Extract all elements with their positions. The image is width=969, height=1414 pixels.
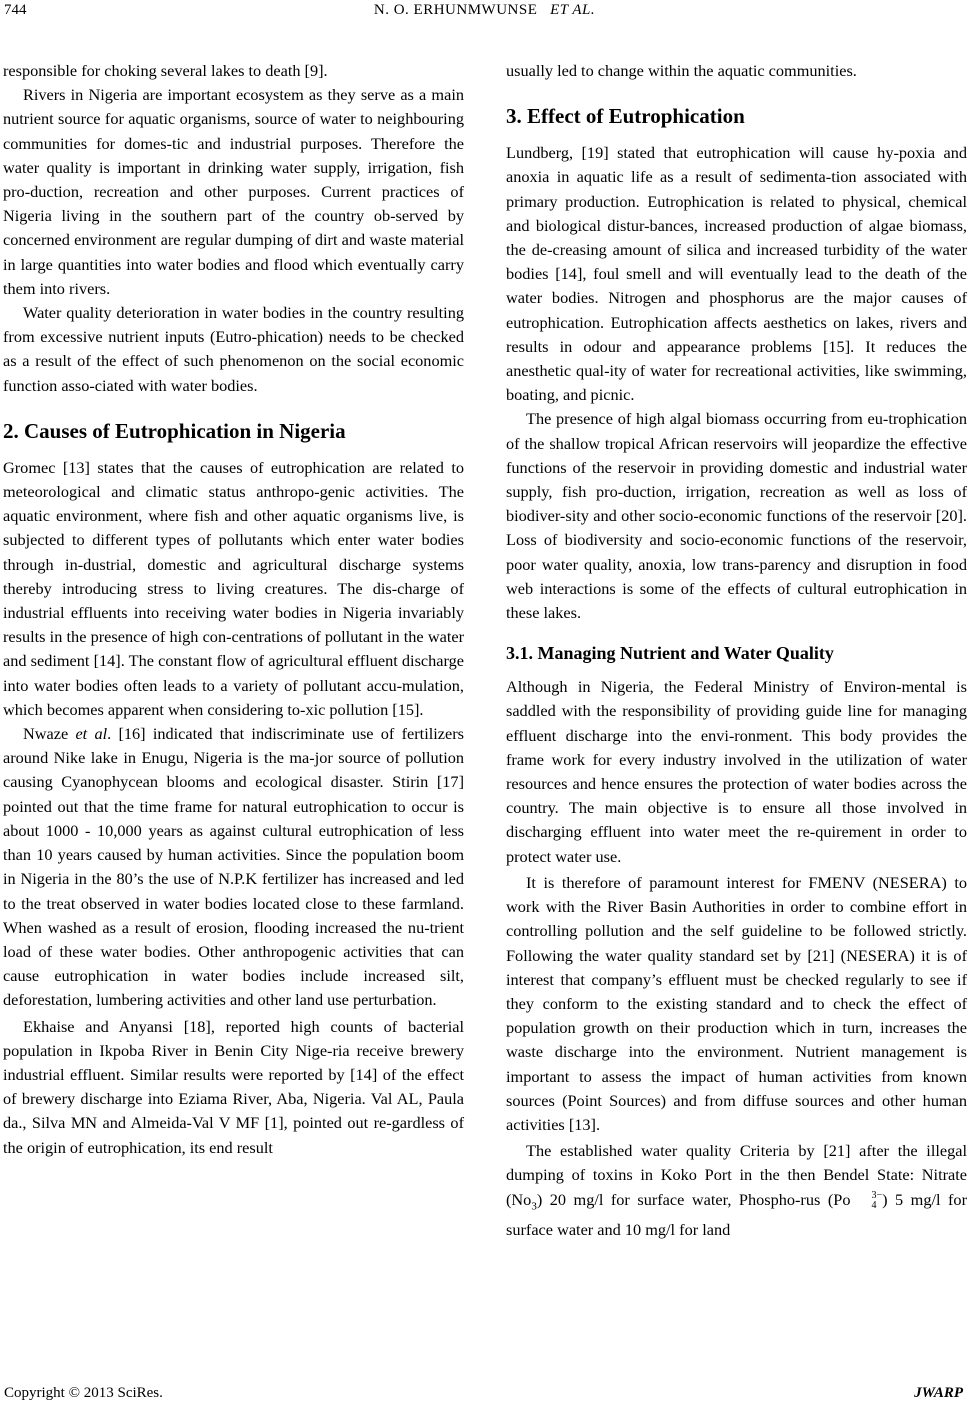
page-number: 744 xyxy=(4,2,27,18)
text-span: The established water quality Criteria by [21] after the illegal dumping of toxins in Koko Port in the then Bendel State: Nitrate (No xyxy=(506,1141,967,1209)
paragraph-continued: responsible for choking several lakes to death [9]. xyxy=(3,61,328,80)
subsection-heading-managing: 3.1. Managing Nutrient and Water Quality xyxy=(506,643,834,664)
running-header xyxy=(0,2,969,24)
section-heading-effect: 3. Effect of Eutrophication xyxy=(506,104,745,129)
paragraph-ekhaise: Ekhaise and Anyansi [18], reported high counts of bacterial population in Ikpoba River in Benin City Nige-ria receive brewery industrial effluent. Similar results were reported by [14] of the effect of brewery discharge into Eziama River, Aba, Nigeria. Val AL, Paula da., Silva MN and Almeida-Val V MF [1], pointed out re-gardless of the origin of eutrophication, its end result xyxy=(3,1016,464,1157)
paragraph-water-quality: Water quality deterioration in water bodies in the country resulting from excessive nutrient inputs (Eutro-phication) needs to be checked as a result of the effect of such phenomenon on the social economic function asso-ciated with water bodies. xyxy=(3,303,464,395)
section-heading-causes: 2. Causes of Eutrophication in Nigeria xyxy=(3,418,346,443)
paragraph-nwaze xyxy=(3,722,464,1012)
running-title xyxy=(0,2,969,19)
subscript-count: 4 xyxy=(871,1199,877,1211)
paragraph-gromec: Gromec [13] states that the causes of eutrophication are related to meteorological and climatic status anthropo-genic activities. The aquatic environment, where fish and other aquatic organisms live, is subjected to different types of pollutants which enter water bodies through in-dustrial, domestic and agricultural discharge systems thereby introducing stress to living creatures. The dis-charge of industrial effluents into receiving water bodies in Nigeria invariably results in the presence of high con-centrations of pollutant in the water and sediment [14]. The constant flow of agricultural effluent discharge into water bodies often leads to a variety of pollutant accu-mulation, which becomes apparent when considering to-xic pollution [15]. xyxy=(3,457,464,719)
text-span: ) 20 mg/l for surface water, Phospho-rus ( xyxy=(536,1189,834,1209)
paragraph-criteria xyxy=(506,1139,967,1242)
paragraph-continued: usually led to change within the aquatic communities. xyxy=(506,61,857,80)
paragraph-algal-biomass: The presence of high algal biomass occurring from eu-trophication of the shallow tropical African reservoirs will jeopardize the effective functions of the reservoir in providing domestic and industrial water supply, fish pro-duction, irrigation, recreation as well as loss of biodiver-sity and other socio-economic functions of the reservoir [20]. Loss of biodiversity and socio-economic functions of the reservoir, poor water quality, anoxia, low trans-parency and disruption in food web interactions is some of the effects of cultural eutrophication in these lakes. xyxy=(506,409,967,623)
text-span: . [16] indicated that indiscriminate use of fertilizers around Nike lake in Enugu, Nigeria is the ma-jor source of pollution causing Cyanophycean blooms and ecological disaster. Stirin [17] pointed out that the time frame for natural eutrophication to occur is about 1000 - 10,000 years as against cultural eutrophication of less than 10 years caused by human activities. Since the population boom in Nigeria in the 80’s the use of N.P.K fertilizer has increased and led to the treat observed in water bodies located close to these farmland. When washed as a result of erosion, flooding increased the nu-trient load of these water bodies. Other anthropogenic activities that can cause eutrophication in water bodies include increased silt, deforestation, lumbering activities and other land use perturbation. xyxy=(3,724,464,1010)
ion-charge-stack xyxy=(851,1191,882,1211)
author-names: N. O. ERHUNMWUNSE xyxy=(373,2,538,18)
subscript: 3 xyxy=(531,1199,537,1212)
italic-span: et al xyxy=(75,724,108,744)
journal-abbreviation: JWARP xyxy=(914,1385,963,1401)
text-span: ) 5 mg/l for surface water and 10 mg/l for land xyxy=(506,1189,967,1239)
paragraph-fmenv: It is therefore of paramount interest for FMENV (NESERA) to work with the River Basin Authorities in order to combine effort in controlling pollution and the self guideline to be followed strictly. Following the water quality standard set by [21] (NESERA) it is of interest that company’s effluent must be checked regularly to see if they conform to the existing standard and to check the effect of population growth on their production which in turn, increases the waste discharge into the environment. Nutrient management is important to assess the impact of human activities from known sources (Point Sources) and from diffuse sources and other human activities [13]. xyxy=(506,872,967,1134)
left-column xyxy=(3,59,464,1160)
copyright-notice: Copyright © 2013 SciRes. xyxy=(4,1385,163,1401)
et-al: ET AL. xyxy=(550,2,596,18)
paragraph-lundberg: Lundberg, [19] stated that eutrophication will cause hy-poxia and anoxia in aquatic life as a result of sedimenta-tion associated with primary production. Eutrophication is related to physical, chemical and biological distur-bances, increased production of algae biomass, the de-creasing amount of silica and increased turbidity of the water bodies [14], foul smell and will eventually lead to the death of the water bodies. Nitrogen and phosphorus are the major causes of eutrophication. Eutrophication affects aesthetics on lakes, rivers and results in odour and appearance problems [15]. It reduces the anesthetic qual-ity of water for recreational activities, like swimming, boating, and picnic. xyxy=(506,143,967,405)
paragraph-rivers: Rivers in Nigeria are important ecosystem as they serve as a main nutrient source for aquatic organisms, source of water to neighbouring communities for domes-tic and industrial purposes. Therefore the water quality is important in drinking water supply, irrigation, fish pro-duction, recreation and other purposes. Current practices of Nigeria living in the southern part of the country ob-served by concerned environment are regular dumping of dirt and waste material in large quantities into water bodies and flood which eventually carry them into rivers. xyxy=(3,85,464,298)
text-span: Nwaze xyxy=(23,724,76,744)
right-column xyxy=(506,59,967,1242)
superscript-charge: 3− xyxy=(871,1189,883,1201)
phosphate-formula: Po xyxy=(833,1189,851,1209)
paragraph-ministry: Although in Nigeria, the Federal Ministry of Environ-mental is saddled with the responsibility of providing guide line for managing effluent discharge into the envi-ronment. This body provides the frame work for every industry involved in the utilization of water resources and hence ensures the protection of water bodies across the country. The main objective is to ensure all those involved in discharging effluent into water meet the re-quirement in order to protect water use. xyxy=(506,677,967,866)
